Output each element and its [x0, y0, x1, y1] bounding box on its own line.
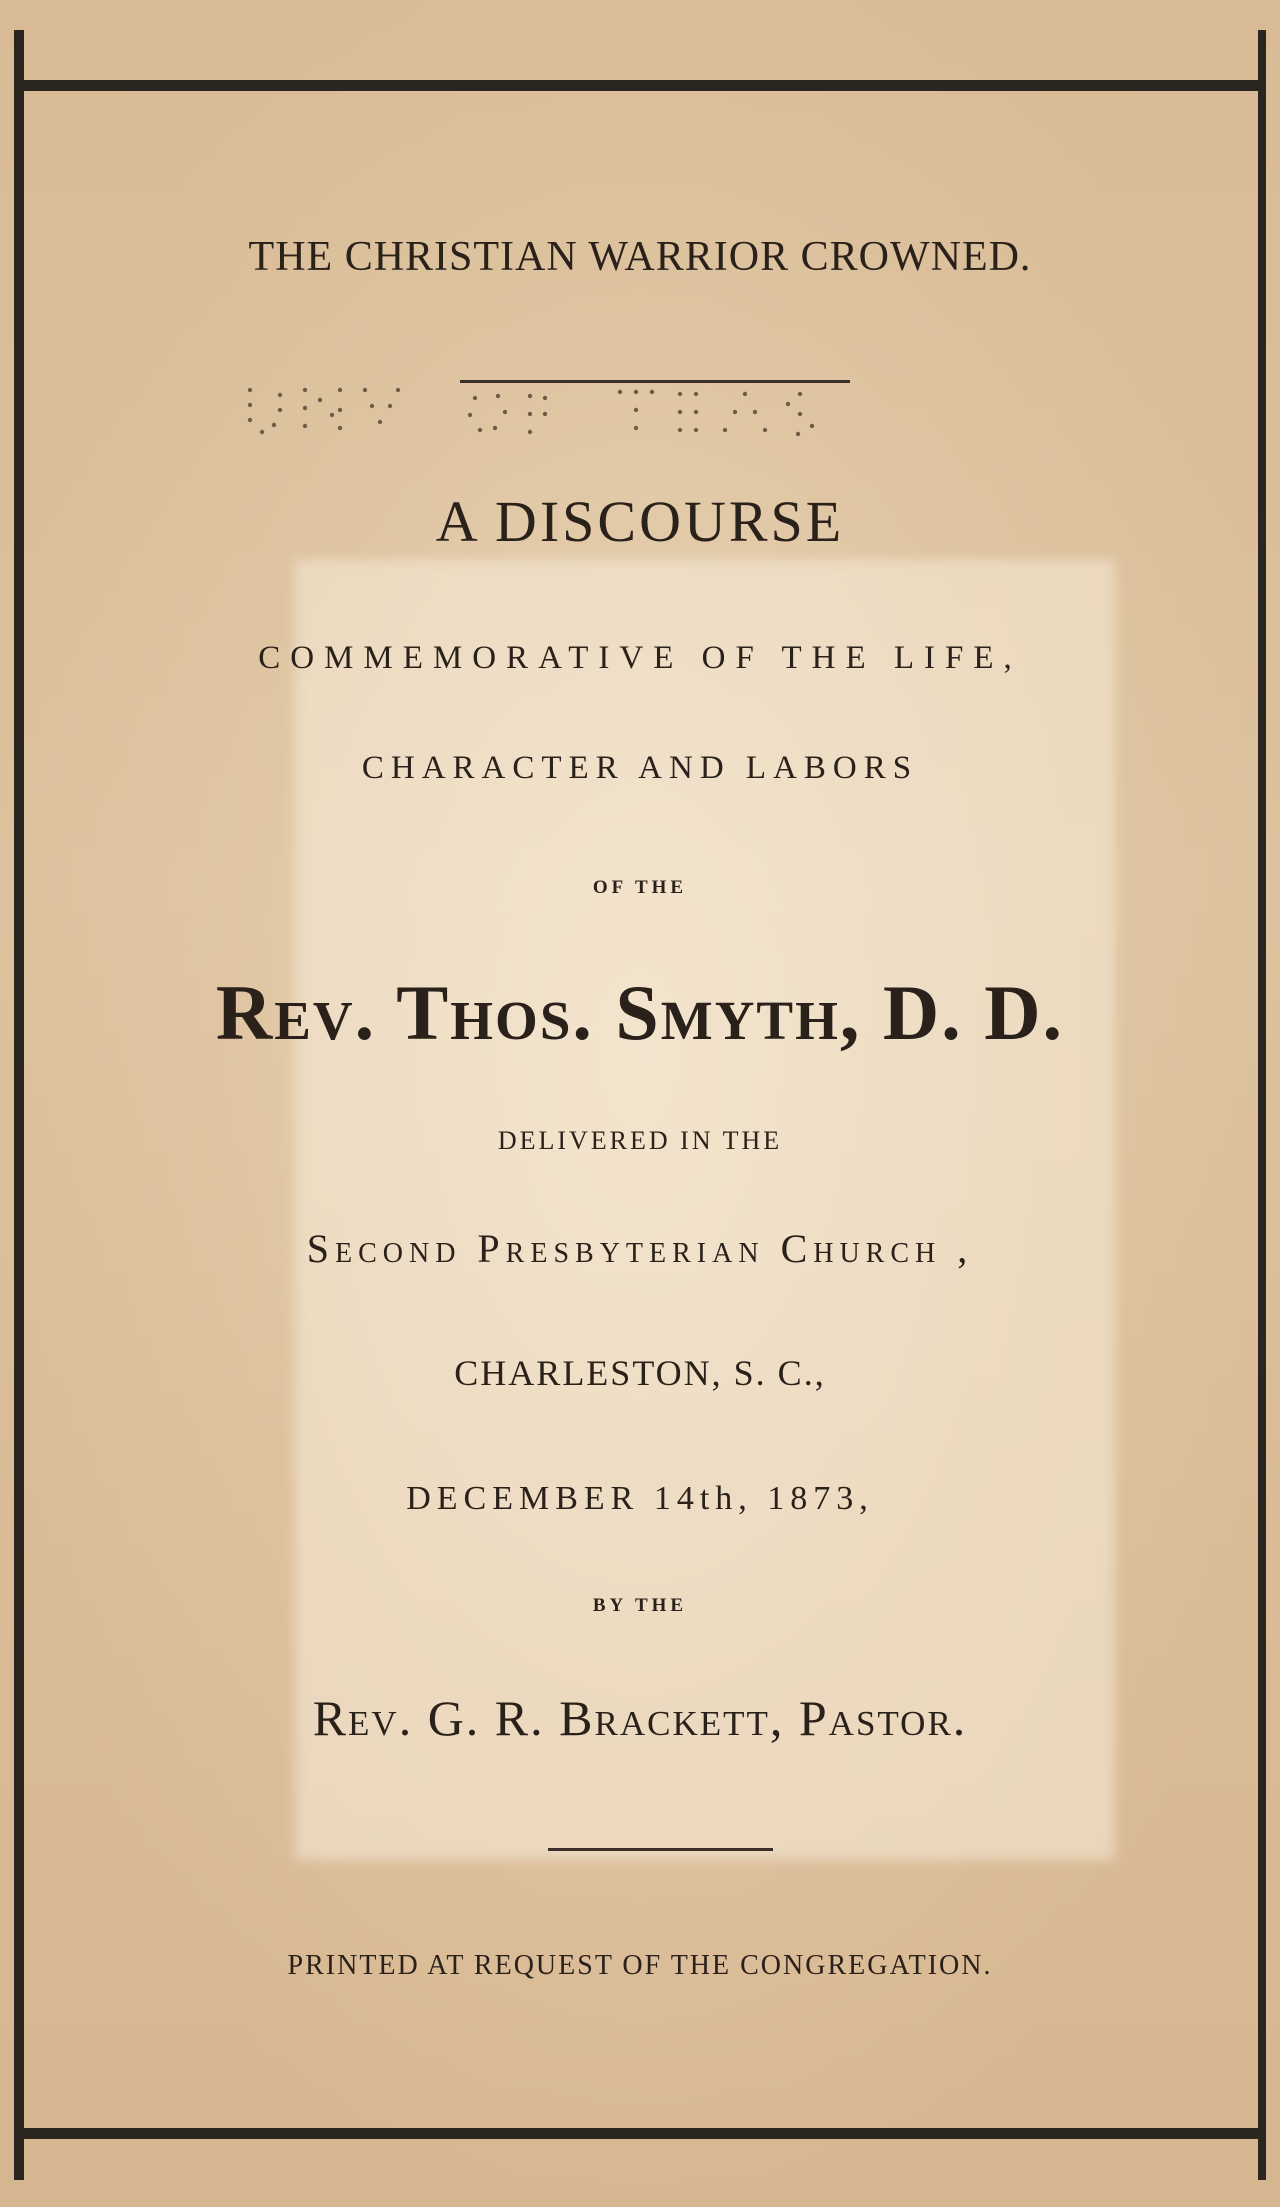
date: DECEMBER 14th, 1873, [406, 1480, 874, 1517]
ornamental-rule-bottom [548, 1848, 773, 1851]
right-border-rule [1258, 30, 1266, 2180]
church-name: Second Presbyterian Church , [306, 1226, 974, 1271]
by-the-label: BY THE [592, 1595, 688, 1616]
perforation-dots-icon [240, 370, 850, 460]
top-border-rule [22, 80, 1260, 91]
series-title: THE CHRISTIAN WARRIOR CROWNED. [248, 234, 1032, 280]
author-name: Rev. G. R. Brackett, Pastor. [312, 1690, 968, 1746]
bottom-border-rule [22, 2128, 1260, 2139]
perforated-stamp [240, 370, 850, 460]
delivered-label: DELIVERED IN THE [497, 1126, 783, 1155]
location: CHARLESTON, S. C., [454, 1353, 826, 1393]
of-the-label: OF THE [592, 877, 688, 898]
subject-name: Rev. Thos. Smyth, D. D. [215, 969, 1065, 1056]
left-border-rule [14, 30, 24, 2180]
ornamental-rule-top [460, 380, 850, 383]
imprint-line: PRINTED AT REQUEST OF THE CONGREGATION. [287, 1950, 993, 1981]
subtitle-line-2: CHARACTER AND LABORS [361, 750, 919, 786]
main-title: A DISCOURSE [435, 489, 845, 554]
subtitle-line-1: COMMEMORATIVE OF THE LIFE, [258, 640, 1022, 676]
